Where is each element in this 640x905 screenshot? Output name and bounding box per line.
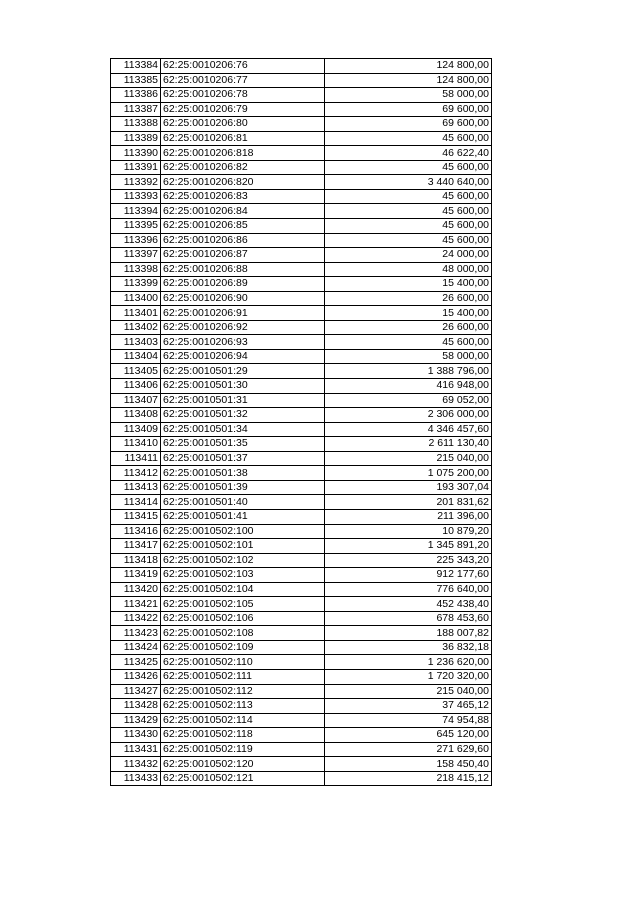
- cadastral-value-cell: 58 000,00: [325, 349, 492, 364]
- cadastral-value-cell: 48 000,00: [325, 262, 492, 277]
- table-row: [111, 408, 492, 423]
- table-row: [111, 597, 492, 612]
- cadastral-number-cell: 62:25:0010502:109: [161, 640, 325, 655]
- cadastral-value-cell: 26 600,00: [325, 291, 492, 306]
- table-row: [111, 335, 492, 350]
- table-row: [111, 451, 492, 466]
- cadastral-value-cell: 271 629,60: [325, 742, 492, 757]
- cadastral-value-cell: 645 120,00: [325, 728, 492, 743]
- table-row: [111, 437, 492, 452]
- row-number-cell: 113430: [111, 728, 161, 743]
- cadastral-value-cell: 45 600,00: [325, 335, 492, 350]
- table-row: [111, 771, 492, 786]
- row-number-cell: 113413: [111, 480, 161, 495]
- row-number-cell: 113403: [111, 335, 161, 350]
- table-row: [111, 393, 492, 408]
- cadastral-value-cell: 124 800,00: [325, 59, 492, 74]
- table-row: [111, 364, 492, 379]
- cadastral-value-cell: 1 075 200,00: [325, 466, 492, 481]
- cadastral-number-cell: 62:25:0010501:41: [161, 509, 325, 524]
- row-number-cell: 113393: [111, 189, 161, 204]
- table-row: [111, 757, 492, 772]
- table-row: [111, 160, 492, 175]
- cadastral-value-cell: 193 307,04: [325, 480, 492, 495]
- table-row: [111, 306, 492, 321]
- cadastral-number-cell: 62:25:0010206:90: [161, 291, 325, 306]
- row-number-cell: 113427: [111, 684, 161, 699]
- cadastral-number-cell: 62:25:0010501:39: [161, 480, 325, 495]
- table-row: [111, 568, 492, 583]
- cadastral-number-cell: 62:25:0010502:120: [161, 757, 325, 772]
- row-number-cell: 113401: [111, 306, 161, 321]
- row-number-cell: 113411: [111, 451, 161, 466]
- cadastral-value-cell: 215 040,00: [325, 451, 492, 466]
- cadastral-number-cell: 62:25:0010501:30: [161, 379, 325, 394]
- cadastral-number-cell: 62:25:0010206:87: [161, 248, 325, 263]
- row-number-cell: 113412: [111, 466, 161, 481]
- row-number-cell: 113394: [111, 204, 161, 219]
- table-row: [111, 509, 492, 524]
- row-number-cell: 113422: [111, 611, 161, 626]
- table-row: [111, 204, 492, 219]
- table-row: [111, 320, 492, 335]
- row-number-cell: 113390: [111, 146, 161, 161]
- cadastral-number-cell: 62:25:0010206:77: [161, 73, 325, 88]
- table-row: [111, 117, 492, 132]
- cadastral-value-cell: 36 832,18: [325, 640, 492, 655]
- cadastral-value-cell: 15 400,00: [325, 306, 492, 321]
- row-number-cell: 113386: [111, 88, 161, 103]
- table-row: [111, 131, 492, 146]
- cadastral-number-cell: 62:25:0010501:37: [161, 451, 325, 466]
- cadastral-value-cell: 2 611 130,40: [325, 437, 492, 452]
- cadastral-number-cell: 62:25:0010501:32: [161, 408, 325, 423]
- cadastral-number-cell: 62:25:0010206:82: [161, 160, 325, 175]
- table-row: [111, 349, 492, 364]
- table-row: [111, 582, 492, 597]
- cadastral-number-cell: 62:25:0010206:80: [161, 117, 325, 132]
- cadastral-value-cell: 45 600,00: [325, 189, 492, 204]
- row-number-cell: 113417: [111, 539, 161, 554]
- cadastral-value-cell: 218 415,12: [325, 771, 492, 786]
- cadastral-number-cell: 62:25:0010206:92: [161, 320, 325, 335]
- cadastral-number-cell: 62:25:0010502:103: [161, 568, 325, 583]
- row-number-cell: 113415: [111, 509, 161, 524]
- row-number-cell: 113397: [111, 248, 161, 263]
- cadastral-value-cell: 69 052,00: [325, 393, 492, 408]
- cadastral-number-cell: 62:25:0010501:34: [161, 422, 325, 437]
- row-number-cell: 113387: [111, 102, 161, 117]
- row-number-cell: 113384: [111, 59, 161, 74]
- cadastral-number-cell: 62:25:0010206:81: [161, 131, 325, 146]
- table-row: [111, 655, 492, 670]
- cadastral-number-cell: 62:25:0010206:94: [161, 349, 325, 364]
- table-row: [111, 146, 492, 161]
- table-row: [111, 539, 492, 554]
- cadastral-number-cell: 62:25:0010206:84: [161, 204, 325, 219]
- cadastral-number-cell: 62:25:0010502:121: [161, 771, 325, 786]
- table-row: [111, 742, 492, 757]
- table-row: [111, 262, 492, 277]
- row-number-cell: 113399: [111, 277, 161, 292]
- cadastral-value-cell: 45 600,00: [325, 160, 492, 175]
- cadastral-value-cell: 912 177,60: [325, 568, 492, 583]
- cadastral-value-cell: 45 600,00: [325, 204, 492, 219]
- cadastral-value-cell: 215 040,00: [325, 684, 492, 699]
- table-row: [111, 553, 492, 568]
- cadastral-number-cell: 62:25:0010502:105: [161, 597, 325, 612]
- row-number-cell: 113388: [111, 117, 161, 132]
- table-body: [111, 59, 492, 786]
- row-number-cell: 113409: [111, 422, 161, 437]
- row-number-cell: 113398: [111, 262, 161, 277]
- table-row: [111, 233, 492, 248]
- table-row: [111, 684, 492, 699]
- cadastral-value-cell: 452 438,40: [325, 597, 492, 612]
- row-number-cell: 113429: [111, 713, 161, 728]
- cadastral-value-cell: 225 343,20: [325, 553, 492, 568]
- cadastral-number-cell: 62:25:0010206:86: [161, 233, 325, 248]
- row-number-cell: 113396: [111, 233, 161, 248]
- cadastral-value-cell: 69 600,00: [325, 117, 492, 132]
- cadastral-number-cell: 62:25:0010501:29: [161, 364, 325, 379]
- cadastral-number-cell: 62:25:0010502:112: [161, 684, 325, 699]
- cadastral-value-cell: 158 450,40: [325, 757, 492, 772]
- cadastral-value-cell: 69 600,00: [325, 102, 492, 117]
- table-row: [111, 175, 492, 190]
- row-number-cell: 113421: [111, 597, 161, 612]
- cadastral-value-cell: 74 954,88: [325, 713, 492, 728]
- table-row: [111, 219, 492, 234]
- cadastral-number-cell: 62:25:0010502:114: [161, 713, 325, 728]
- table-row: [111, 626, 492, 641]
- table-row: [111, 640, 492, 655]
- row-number-cell: 113414: [111, 495, 161, 510]
- table-row: [111, 291, 492, 306]
- cadastral-value-cell: 776 640,00: [325, 582, 492, 597]
- cadastral-value-cell: 1 345 891,20: [325, 539, 492, 554]
- row-number-cell: 113420: [111, 582, 161, 597]
- cadastral-value-cell: 45 600,00: [325, 233, 492, 248]
- table-row: [111, 277, 492, 292]
- row-number-cell: 113408: [111, 408, 161, 423]
- table-row: [111, 248, 492, 263]
- table-row: [111, 466, 492, 481]
- cadastral-number-cell: 62:25:0010502:108: [161, 626, 325, 641]
- cadastral-value-cell: 1 720 320,00: [325, 669, 492, 684]
- cadastral-value-cell: 46 622,40: [325, 146, 492, 161]
- row-number-cell: 113419: [111, 568, 161, 583]
- cadastral-number-cell: 62:25:0010206:88: [161, 262, 325, 277]
- table-row: [111, 73, 492, 88]
- cadastral-value-cell: 188 007,82: [325, 626, 492, 641]
- cadastral-number-cell: 62:25:0010502:111: [161, 669, 325, 684]
- cadastral-number-cell: 62:25:0010502:101: [161, 539, 325, 554]
- cadastral-value-cell: 211 396,00: [325, 509, 492, 524]
- cadastral-value-table: [110, 58, 492, 786]
- cadastral-number-cell: 62:25:0010206:85: [161, 219, 325, 234]
- table-row: [111, 422, 492, 437]
- cadastral-number-cell: 62:25:0010502:104: [161, 582, 325, 597]
- cadastral-number-cell: 62:25:0010206:820: [161, 175, 325, 190]
- row-number-cell: 113404: [111, 349, 161, 364]
- cadastral-number-cell: 62:25:0010502:106: [161, 611, 325, 626]
- cadastral-number-cell: 62:25:0010501:40: [161, 495, 325, 510]
- row-number-cell: 113385: [111, 73, 161, 88]
- table-row: [111, 524, 492, 539]
- cadastral-value-cell: 15 400,00: [325, 277, 492, 292]
- row-number-cell: 113418: [111, 553, 161, 568]
- row-number-cell: 113432: [111, 757, 161, 772]
- row-number-cell: 113410: [111, 437, 161, 452]
- cadastral-value-cell: 416 948,00: [325, 379, 492, 394]
- table-row: [111, 611, 492, 626]
- table-row: [111, 699, 492, 714]
- cadastral-value-cell: 2 306 000,00: [325, 408, 492, 423]
- cadastral-number-cell: 62:25:0010501:35: [161, 437, 325, 452]
- cadastral-number-cell: 62:25:0010502:110: [161, 655, 325, 670]
- cadastral-number-cell: 62:25:0010501:38: [161, 466, 325, 481]
- row-number-cell: 113391: [111, 160, 161, 175]
- row-number-cell: 113416: [111, 524, 161, 539]
- cadastral-value-cell: 4 346 457,60: [325, 422, 492, 437]
- cadastral-value-cell: 10 879,20: [325, 524, 492, 539]
- cadastral-number-cell: 62:25:0010502:118: [161, 728, 325, 743]
- table-row: [111, 88, 492, 103]
- table-row: [111, 480, 492, 495]
- cadastral-value-cell: 3 440 640,00: [325, 175, 492, 190]
- row-number-cell: 113402: [111, 320, 161, 335]
- table-row: [111, 379, 492, 394]
- table-row: [111, 189, 492, 204]
- table-row: [111, 59, 492, 74]
- row-number-cell: 113424: [111, 640, 161, 655]
- cadastral-number-cell: 62:25:0010502:119: [161, 742, 325, 757]
- cadastral-value-cell: 58 000,00: [325, 88, 492, 103]
- cadastral-number-cell: 62:25:0010206:91: [161, 306, 325, 321]
- cadastral-value-cell: 24 000,00: [325, 248, 492, 263]
- table-row: [111, 495, 492, 510]
- row-number-cell: 113426: [111, 669, 161, 684]
- cadastral-value-cell: 1 236 620,00: [325, 655, 492, 670]
- cadastral-value-cell: 201 831,62: [325, 495, 492, 510]
- cadastral-number-cell: 62:25:0010206:79: [161, 102, 325, 117]
- row-number-cell: 113423: [111, 626, 161, 641]
- table-row: [111, 102, 492, 117]
- cadastral-value-cell: 124 800,00: [325, 73, 492, 88]
- cadastral-value-cell: 45 600,00: [325, 219, 492, 234]
- row-number-cell: 113389: [111, 131, 161, 146]
- table-row: [111, 713, 492, 728]
- cadastral-number-cell: 62:25:0010206:83: [161, 189, 325, 204]
- cadastral-number-cell: 62:25:0010502:102: [161, 553, 325, 568]
- row-number-cell: 113425: [111, 655, 161, 670]
- row-number-cell: 113392: [111, 175, 161, 190]
- cadastral-value-cell: 26 600,00: [325, 320, 492, 335]
- row-number-cell: 113407: [111, 393, 161, 408]
- cadastral-number-cell: 62:25:0010502:100: [161, 524, 325, 539]
- cadastral-number-cell: 62:25:0010206:818: [161, 146, 325, 161]
- cadastral-number-cell: 62:25:0010501:31: [161, 393, 325, 408]
- cadastral-value-cell: 37 465,12: [325, 699, 492, 714]
- cadastral-number-cell: 62:25:0010206:89: [161, 277, 325, 292]
- row-number-cell: 113395: [111, 219, 161, 234]
- cadastral-number-cell: 62:25:0010206:78: [161, 88, 325, 103]
- cadastral-value-cell: 1 388 796,00: [325, 364, 492, 379]
- row-number-cell: 113433: [111, 771, 161, 786]
- row-number-cell: 113405: [111, 364, 161, 379]
- row-number-cell: 113428: [111, 699, 161, 714]
- cadastral-value-cell: 678 453,60: [325, 611, 492, 626]
- row-number-cell: 113400: [111, 291, 161, 306]
- cadastral-number-cell: 62:25:0010206:93: [161, 335, 325, 350]
- cadastral-value-cell: 45 600,00: [325, 131, 492, 146]
- row-number-cell: 113431: [111, 742, 161, 757]
- row-number-cell: 113406: [111, 379, 161, 394]
- cadastral-number-cell: 62:25:0010206:76: [161, 59, 325, 74]
- cadastral-number-cell: 62:25:0010502:113: [161, 699, 325, 714]
- table-row: [111, 669, 492, 684]
- table-row: [111, 728, 492, 743]
